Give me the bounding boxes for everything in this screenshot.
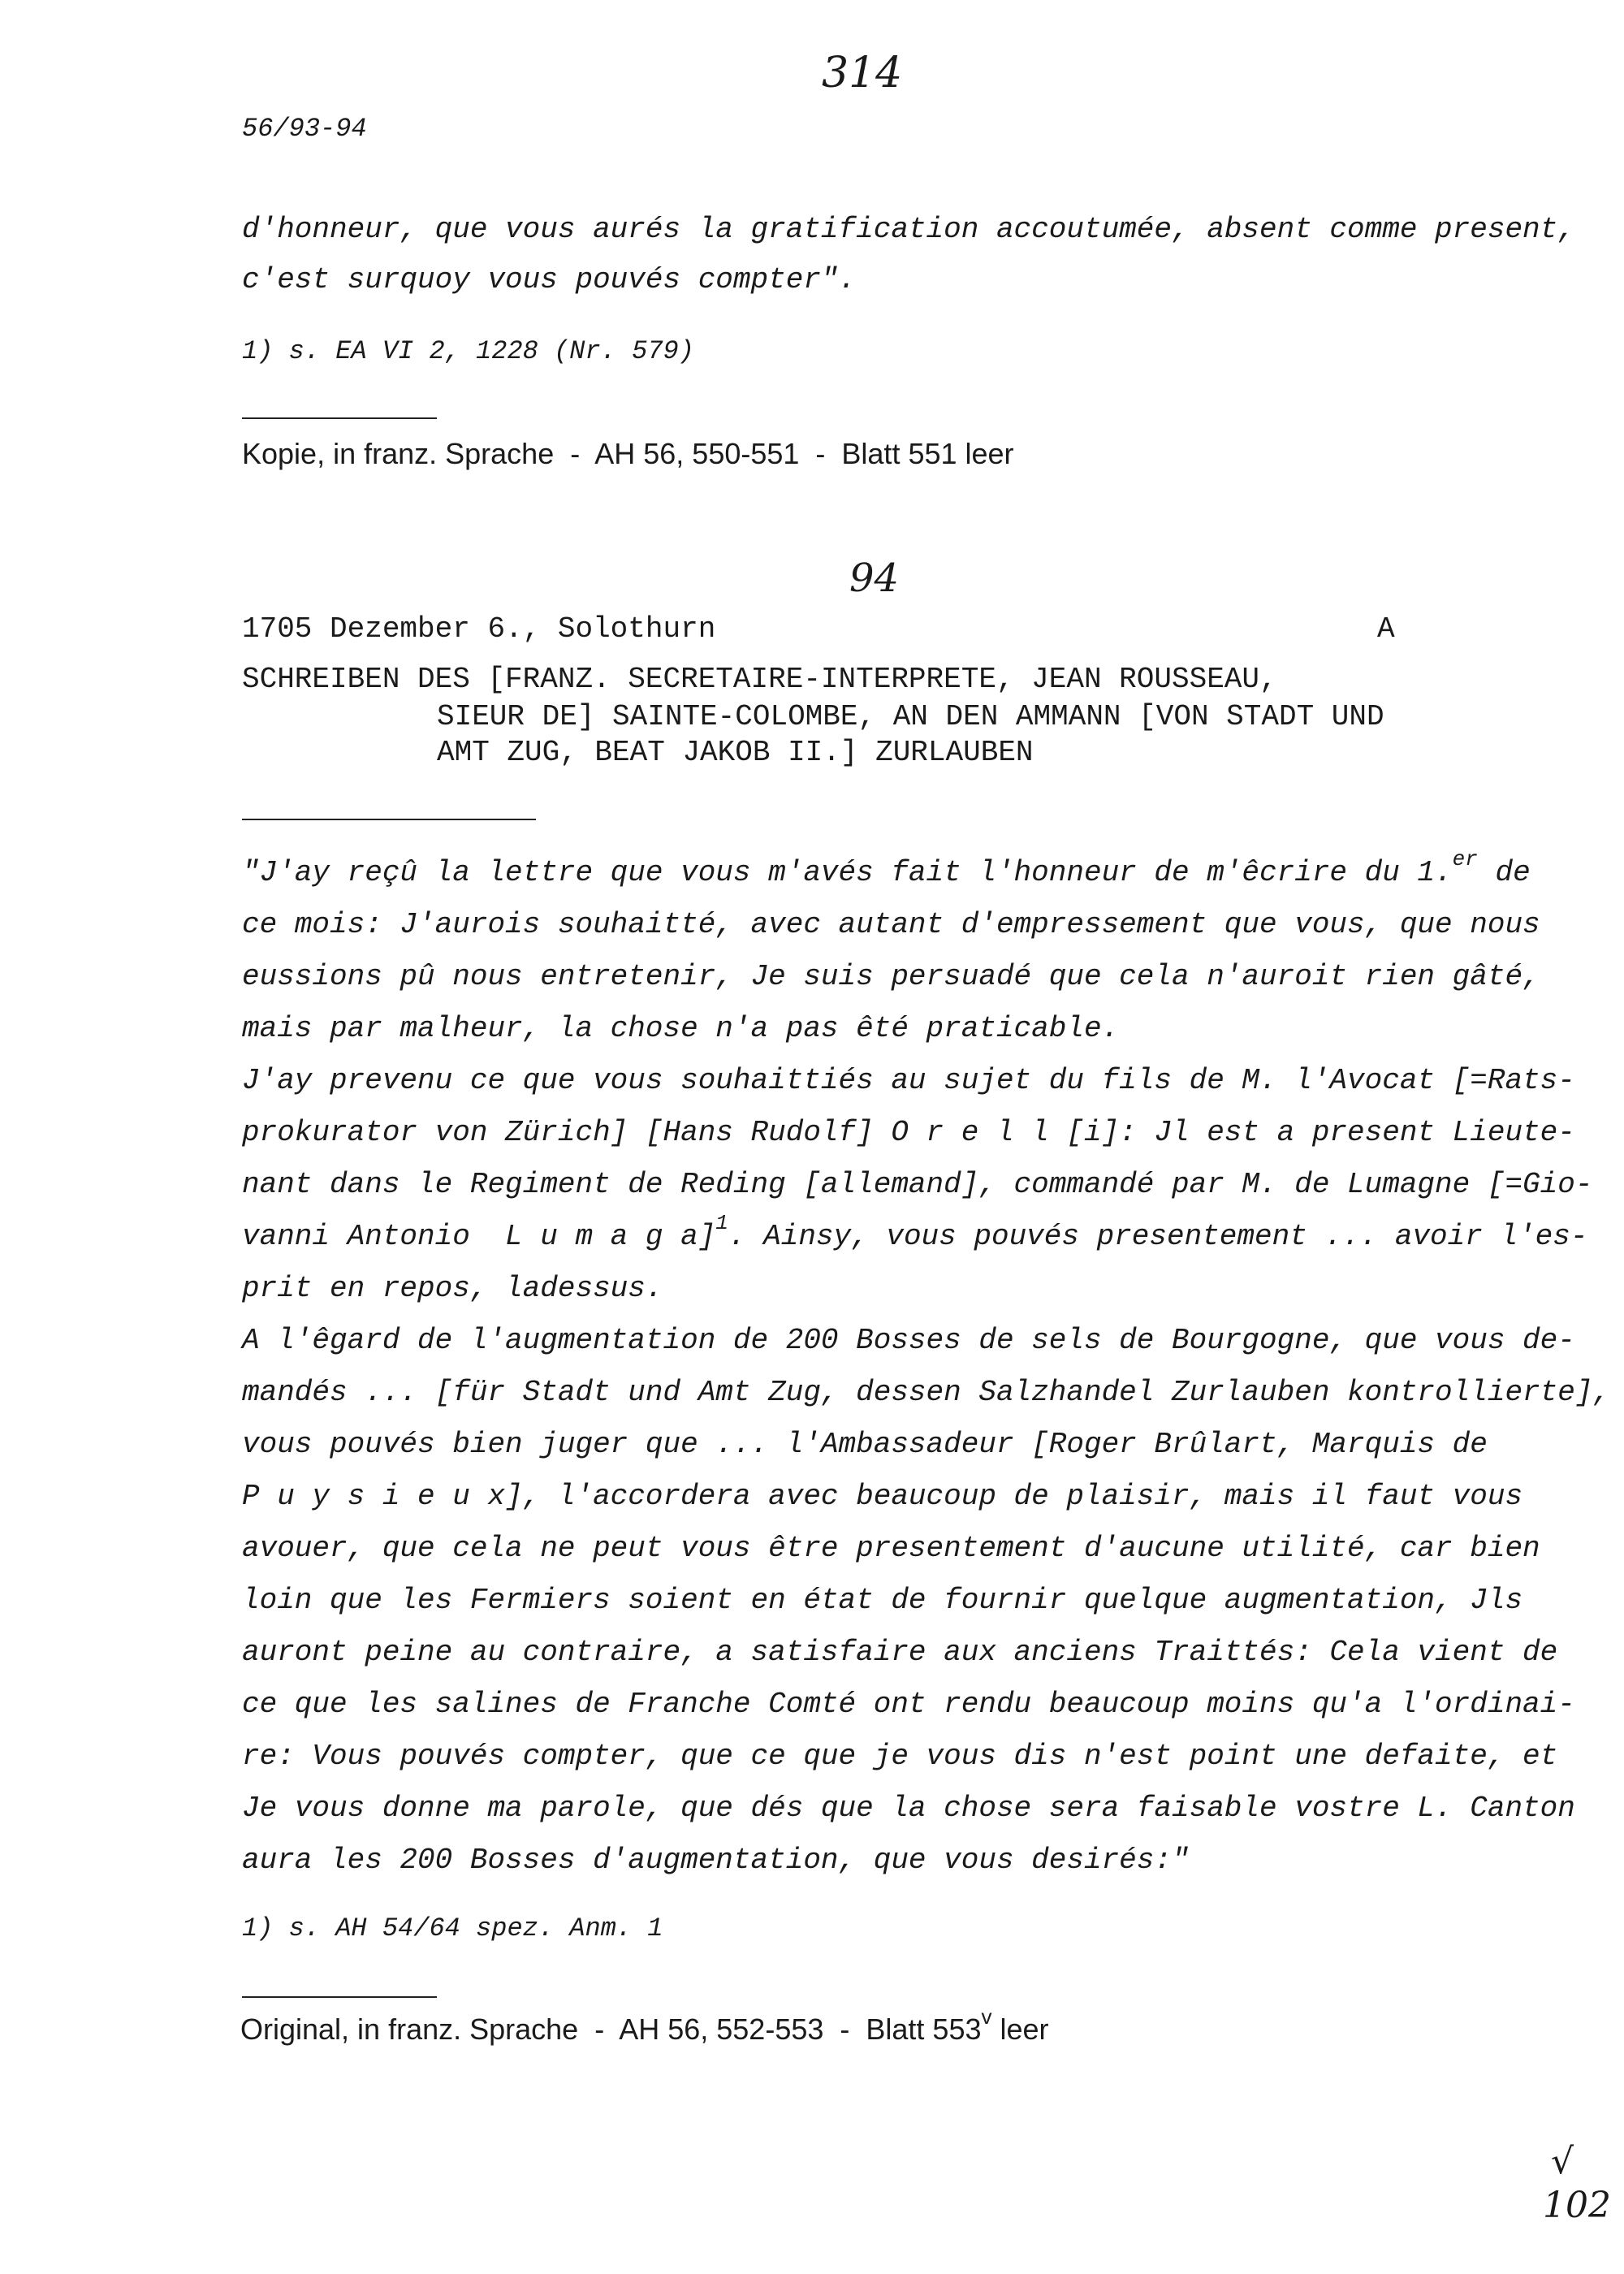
body-line: P u y s i e u x], l'accordera avec beaucoup de plaisir, mais il faut vous bbox=[242, 1480, 1523, 1513]
footnote-divider bbox=[242, 1996, 437, 1998]
prev-footnote: 1) s. EA VI 2, 1228 (Nr. 579) bbox=[242, 336, 694, 366]
body-line: re: Vous pouvés compter, que ce que je vous dis n'est point une defaite, et bbox=[242, 1740, 1558, 1773]
body-line: loin que les Fermiers soient en état de fournir quelque augmentation, Jls bbox=[242, 1584, 1523, 1617]
body-line: J'ay prevenu ce que vous souhaittiés au sujet du fils de M. l'Avocat [=Rats- bbox=[242, 1064, 1575, 1097]
document-number: 94 bbox=[849, 556, 900, 601]
body-line: ce que les salines de Franche Comté ont rendu beaucoup moins qu'a l'ordinai- bbox=[242, 1688, 1575, 1721]
body-line: aura les 200 Bosses d'augmentation, que vous desirés:" bbox=[242, 1844, 1190, 1877]
check-mark-icon: √ bbox=[1551, 2141, 1574, 2182]
body-line: mandés ... [für Stadt und Amt Zug, dessen Salzhandel Zurlauben kontrollierte], bbox=[242, 1376, 1611, 1409]
body-line: vanni Antonio L u m a g a]$^1$. Ainsy, vous pouvés presentement ... avoir l'es- bbox=[242, 1211, 1588, 1253]
prev-doc-line: d'honneur, que vous aurés la gratification accoutumée, absent comme present, bbox=[242, 213, 1575, 246]
document-source-note: Original, in franz. Sprache - AH 56, 552-553 - Blatt 553$^v$ leer bbox=[240, 2004, 1049, 2046]
body-line: nant dans le Regiment de Reding [allemand], commandé par M. de Lumagne [=Gio- bbox=[242, 1168, 1593, 1201]
document-footnote: 1) s. AH 54/64 spez. Anm. 1 bbox=[242, 1913, 663, 1943]
body-line: ce mois: J'aurois souhaitté, avec autant d'empressement que vous, que nous bbox=[242, 908, 1540, 941]
prev-doc-line: c'est surquoy vous pouvés compter". bbox=[242, 263, 857, 296]
body-line: prokurator von Zürich] [Hans Rudolf] O r e l l [i]: Jl est a present Lieute- bbox=[242, 1116, 1575, 1149]
footnote-marker: 1 bbox=[715, 1211, 728, 1235]
document-title-line: SCHREIBEN DES [FRANZ. SECRETAIRE-INTERPRETE, JEAN ROUSSEAU, bbox=[242, 663, 1277, 696]
body-line: avouer, que cela ne peut vous être presentement d'aucune utilité, car bien bbox=[242, 1532, 1540, 1565]
handwritten-folio-number: 102 bbox=[1543, 2185, 1611, 2226]
body-line: Je vous donne ma parole, que dés que la chose sera faisable vostre L. Canton bbox=[242, 1792, 1575, 1825]
document-title-line: SIEUR DE] SAINTE-COLOMBE, AN DEN AMMANN [VON STADT UND bbox=[437, 700, 1384, 733]
body-line: prit en repos, ladessus. bbox=[242, 1272, 663, 1305]
handwritten-page-number: 314 bbox=[822, 49, 903, 97]
superscript: v bbox=[981, 2004, 992, 2029]
body-line: "J'ay reçû la lettre que vous m'avés fait l'honneur de m'êcrire du 1.$^{er}$ de bbox=[242, 847, 1531, 889]
footnote-divider bbox=[242, 417, 437, 419]
document-title-line: AMT ZUG, BEAT JAKOB II.] ZURLAUBEN bbox=[437, 736, 1034, 769]
title-divider bbox=[242, 819, 536, 820]
body-line: A l'êgard de l'augmentation de 200 Bosses de sels de Bourgogne, que vous de- bbox=[242, 1324, 1575, 1357]
body-line: auront peine au contraire, a satisfaire aux anciens Traittés: Cela vient de bbox=[242, 1636, 1558, 1669]
body-line: vous pouvés bien juger que ... l'Ambassadeur [Roger Brûlart, Marquis de bbox=[242, 1428, 1488, 1461]
header-reference: 56/93-94 bbox=[242, 114, 367, 144]
body-line: eussions pû nous entretenir, Je suis persuadé que cela n'auroit rien gâté, bbox=[242, 960, 1540, 993]
superscript: er bbox=[1452, 847, 1478, 871]
body-line: mais par malheur, la chose n'a pas êté praticable. bbox=[242, 1012, 1120, 1045]
document-date-place: 1705 Dezember 6., Solothurn bbox=[242, 612, 716, 646]
prev-source-note: Kopie, in franz. Sprache - AH 56, 550-551 - Blatt 551 leer bbox=[242, 437, 1014, 470]
document-type-letter: A bbox=[1377, 612, 1395, 646]
